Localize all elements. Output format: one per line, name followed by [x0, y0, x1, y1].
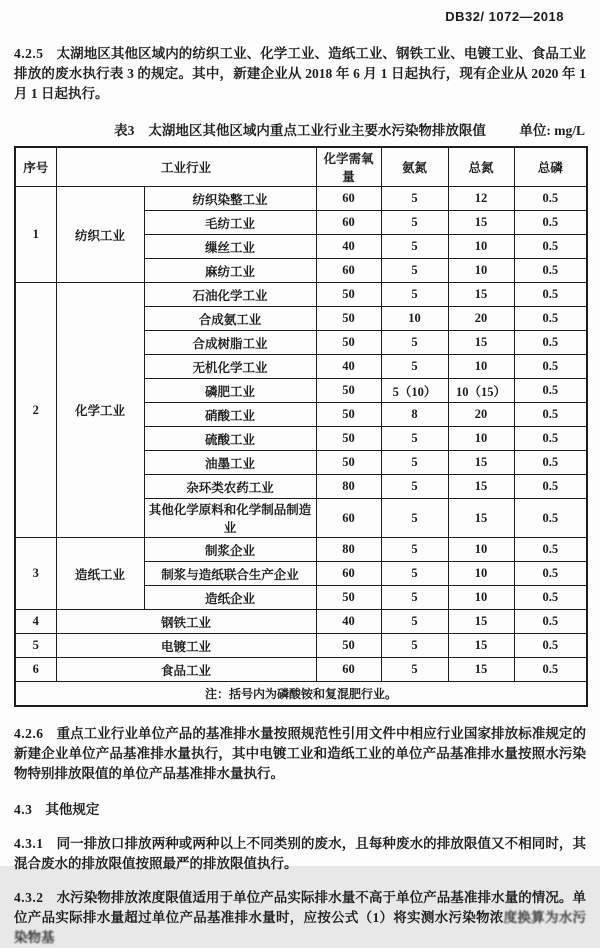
- value-cell: 50: [316, 451, 381, 475]
- table-row: [15, 658, 587, 682]
- sub-industry-cell: 硝酸工业: [144, 403, 316, 427]
- sub-industry-cell: 合成氨工业: [144, 307, 316, 331]
- value-cell: 5: [381, 187, 448, 211]
- value-cell: 5: [381, 235, 448, 259]
- value-cell: 0.5: [514, 427, 587, 451]
- header-ammonia-nitrogen: 氨氮: [381, 147, 448, 187]
- sub-industry-cell: 制浆与造纸联合生产企业: [144, 562, 316, 586]
- section-4-3-2-paragraph: [14, 888, 586, 948]
- sub-industry-cell: 油墨工业: [144, 451, 316, 475]
- table-row: [15, 538, 587, 562]
- section-4-3-2-blurred-text: 度换算为水污染物基: [14, 909, 587, 945]
- value-cell: 0.5: [514, 562, 587, 586]
- value-cell: 50: [316, 379, 381, 403]
- industry-single-cell: 电镀工业: [56, 634, 316, 658]
- value-cell: 0.5: [514, 658, 587, 682]
- section-4-3-2-number: 4.3.2: [14, 889, 44, 905]
- value-cell: 20: [448, 307, 514, 331]
- value-cell: 50: [316, 634, 381, 658]
- value-cell: 15: [448, 634, 514, 658]
- value-cell: 80: [316, 538, 381, 562]
- value-cell: 5: [381, 562, 448, 586]
- value-cell: 60: [316, 259, 381, 283]
- value-cell: 15: [448, 211, 514, 235]
- seq-cell: 3: [15, 538, 56, 610]
- section-4-3-2-text: 水污染物排放浓度限值适用于单位产品实际排水量不高于单位产品基准排水量的情况。单位产品实际排水量超过单位产品基准排水量时，应按公式（1）将实测水污染物浓: [14, 889, 586, 925]
- value-cell: 60: [316, 211, 381, 235]
- seq-cell: 6: [15, 658, 56, 682]
- value-cell: 15: [448, 658, 514, 682]
- value-cell: 15: [448, 283, 514, 307]
- value-cell: 5: [381, 538, 448, 562]
- value-cell: 15: [448, 331, 514, 355]
- value-cell: 40: [316, 235, 381, 259]
- section-4-3-heading: [14, 800, 586, 820]
- table-caption-label: 表3: [114, 123, 135, 138]
- sub-industry-cell: 麻纺工业: [144, 259, 316, 283]
- seq-cell: 1: [15, 187, 56, 283]
- value-cell: 0.5: [514, 586, 587, 610]
- seq-cell: 2: [15, 283, 56, 538]
- value-cell: 0.5: [514, 211, 587, 235]
- value-cell: 15: [448, 475, 514, 499]
- value-cell: 5: [381, 355, 448, 379]
- value-cell: 0.5: [514, 475, 587, 499]
- header-total-phosphorus: 总磷: [514, 147, 587, 187]
- value-cell: 60: [316, 187, 381, 211]
- table-row: [15, 283, 587, 307]
- value-cell: 5: [381, 331, 448, 355]
- sub-industry-cell: 缫丝工业: [144, 235, 316, 259]
- sub-industry-cell: 毛纺工业: [144, 211, 316, 235]
- sub-industry-cell: 无机化学工业: [144, 355, 316, 379]
- pollutant-limits-table: [14, 146, 588, 707]
- section-4-3-1-paragraph: [14, 834, 586, 874]
- pollutant-table-body: [15, 187, 587, 706]
- value-cell: 0.5: [514, 307, 587, 331]
- value-cell: 5: [381, 586, 448, 610]
- section-4-3-title: 其他规定: [45, 801, 100, 817]
- value-cell: 50: [316, 307, 381, 331]
- industry-single-cell: 食品工业: [56, 658, 316, 682]
- sub-industry-cell: 制浆企业: [144, 538, 316, 562]
- table-caption-row: [0, 119, 600, 138]
- value-cell: 10: [448, 427, 514, 451]
- value-cell: 0.5: [514, 331, 587, 355]
- value-cell: 50: [316, 283, 381, 307]
- value-cell: 40: [316, 355, 381, 379]
- table-row: [15, 187, 587, 211]
- value-cell: 5: [381, 283, 448, 307]
- section-4-2-5-paragraph: [14, 44, 586, 104]
- standard-number: DB32/ 1072—2018: [445, 9, 564, 24]
- value-cell: 5: [381, 475, 448, 499]
- sub-industry-cell: 纺织染整工业: [144, 187, 316, 211]
- value-cell: 0.5: [514, 610, 587, 634]
- value-cell: 5: [381, 427, 448, 451]
- section-4-2-6-text: 重点工业行业单位产品的基准排水量按照规范性引用文件中相应行业国家排放标准规定的新建企业单位产品基准排水量执行，其中电镀工业和造纸工业的单位产品基准排水量按照水污染物特别排放限值的单位产品基准排水量执行。: [14, 725, 586, 781]
- table-note: 注：括号内为磷酸铵和复混肥行业。: [15, 682, 587, 706]
- value-cell: 5: [381, 610, 448, 634]
- value-cell: 80: [316, 475, 381, 499]
- value-cell: 15: [448, 451, 514, 475]
- sub-industry-cell: 造纸企业: [144, 586, 316, 610]
- value-cell: 5: [381, 451, 448, 475]
- value-cell: 0.5: [514, 187, 587, 211]
- value-cell: 50: [316, 427, 381, 451]
- value-cell: 10: [381, 307, 448, 331]
- value-cell: 50: [316, 331, 381, 355]
- value-cell: 15: [448, 499, 514, 538]
- sub-industry-cell: 其他化学原料和化学制品制造业: [144, 499, 316, 538]
- header-seq: 序号: [15, 147, 56, 187]
- value-cell: 0.5: [514, 634, 587, 658]
- value-cell: 10: [448, 259, 514, 283]
- value-cell: 40: [316, 610, 381, 634]
- value-cell: 5: [381, 658, 448, 682]
- section-4-2-6-paragraph: [14, 724, 586, 784]
- value-cell: 20: [448, 403, 514, 427]
- section-4-2-5-text: 太湖地区其他区域内的纺织工业、化学工业、造纸工业、钢铁工业、电镀工业、食品工业排放的废水执行表 3 的规定。其中，新建企业从 2018 年 6 月 1 日起执行，现有企业从 2020 年 1 月 1 日起执行。: [14, 46, 586, 101]
- value-cell: 0.5: [514, 283, 587, 307]
- value-cell: 8: [381, 403, 448, 427]
- value-cell: 60: [316, 562, 381, 586]
- value-cell: 0.5: [514, 451, 587, 475]
- value-cell: 5（10）: [381, 379, 448, 403]
- industry-group-cell: 化学工业: [56, 283, 144, 538]
- value-cell: 12: [448, 187, 514, 211]
- sub-industry-cell: 硫酸工业: [144, 427, 316, 451]
- value-cell: 0.5: [514, 403, 587, 427]
- sub-industry-cell: 石油化学工业: [144, 283, 316, 307]
- section-4-3-number: 4.3: [14, 801, 33, 817]
- value-cell: 0.5: [514, 538, 587, 562]
- sub-industry-cell: 合成树脂工业: [144, 331, 316, 355]
- industry-single-cell: 钢铁工业: [56, 610, 316, 634]
- value-cell: 10: [448, 586, 514, 610]
- industry-group-cell: 造纸工业: [56, 538, 144, 610]
- table-caption: [0, 119, 600, 139]
- table-row: [15, 610, 587, 634]
- header-total-nitrogen: 总氮: [448, 147, 514, 187]
- table-note-row: [15, 682, 587, 706]
- table-row: [15, 634, 587, 658]
- seq-cell: 4: [15, 610, 56, 634]
- section-4-2-6-number: 4.2.6: [14, 725, 44, 741]
- value-cell: 5: [381, 211, 448, 235]
- value-cell: 0.5: [514, 235, 587, 259]
- value-cell: 10（15）: [448, 379, 514, 403]
- section-4-3-1-number: 4.3.1: [14, 835, 44, 851]
- value-cell: 5: [381, 499, 448, 538]
- value-cell: 15: [448, 610, 514, 634]
- table-unit-label: 单位: mg/L: [519, 123, 585, 138]
- value-cell: 10: [448, 235, 514, 259]
- value-cell: 50: [316, 586, 381, 610]
- header-industry: 工业行业: [56, 147, 316, 187]
- section-4-2-5-number: 4.2.5: [14, 46, 44, 61]
- value-cell: 10: [448, 355, 514, 379]
- value-cell: 10: [448, 562, 514, 586]
- value-cell: 5: [381, 634, 448, 658]
- value-cell: 60: [316, 658, 381, 682]
- value-cell: 0.5: [514, 379, 587, 403]
- section-4-3-1-text: 同一排放口排放两种或两种以上不同类别的废水，且每种废水的排放限值又不相同时，其混合废水的排放限值按照最严的排放限值执行。: [14, 835, 586, 871]
- header-cod: 化学需氧量: [316, 147, 381, 187]
- table-header-row: [15, 147, 587, 187]
- seq-cell: 5: [15, 634, 56, 658]
- industry-group-cell: 纺织工业: [56, 187, 144, 283]
- value-cell: 5: [381, 259, 448, 283]
- value-cell: 0.5: [514, 355, 587, 379]
- value-cell: 60: [316, 499, 381, 538]
- sub-industry-cell: 磷肥工业: [144, 379, 316, 403]
- value-cell: 50: [316, 403, 381, 427]
- sub-industry-cell: 杂环类农药工业: [144, 475, 316, 499]
- value-cell: 10: [448, 538, 514, 562]
- value-cell: 0.5: [514, 259, 587, 283]
- value-cell: 0.5: [514, 499, 587, 538]
- table-caption-title: 太湖地区其他区域内重点工业行业主要水污染物排放限值: [148, 123, 486, 138]
